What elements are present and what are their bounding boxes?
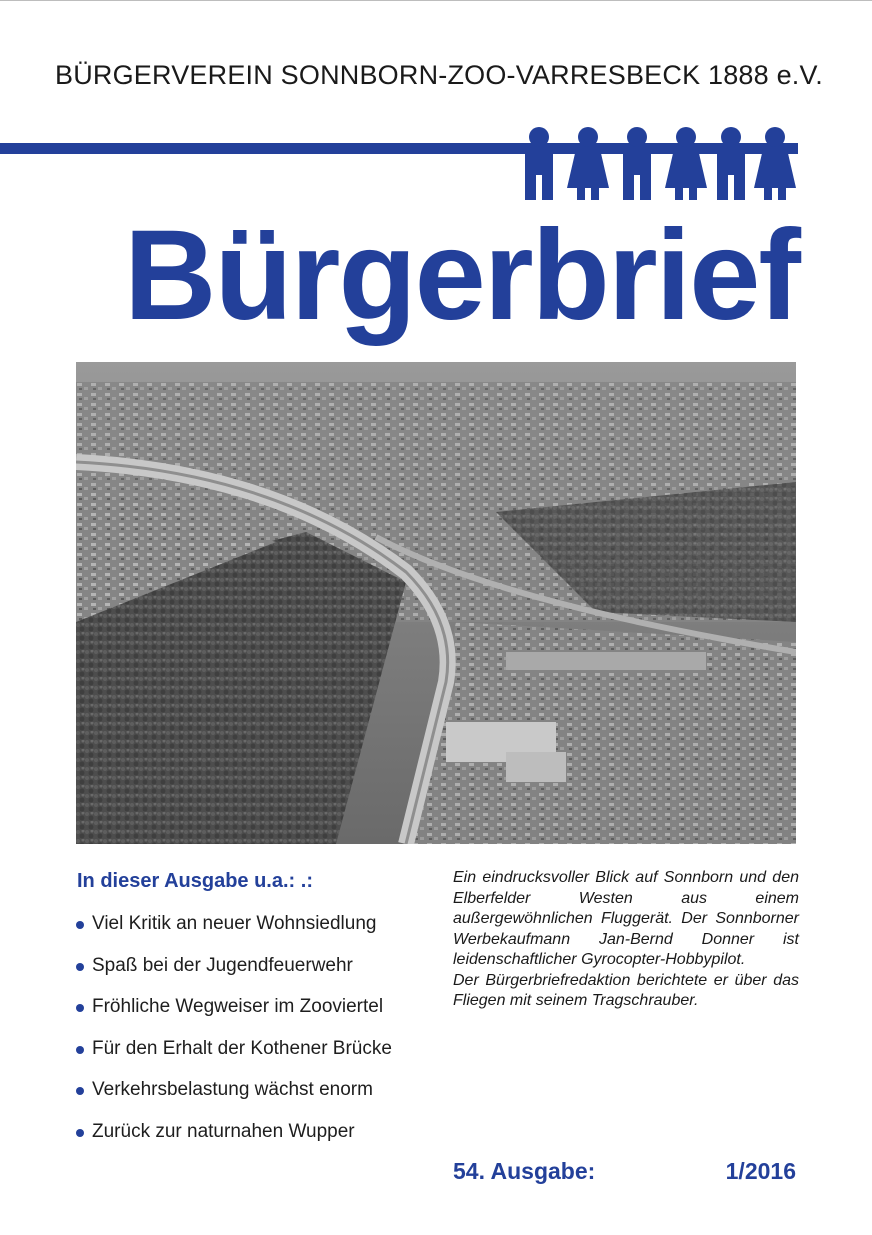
list-item bbox=[76, 1121, 392, 1163]
contents-item-label: Viel Kritik an neuer Wohnsiedlung bbox=[92, 913, 377, 934]
people-logo-icon bbox=[521, 126, 799, 201]
list-item bbox=[76, 1079, 392, 1121]
caption-paragraph: Ein eindrucksvoller Blick auf Sonnborn und den Elberfelder Westen aus einem außergewöhnlichen Fluggerät. Der Sonnborner Werbekaufmann Jan-Bernd Donner ist leidenschaftlicher Gyrocopter-Hobbypilot. bbox=[453, 869, 799, 968]
contents-list bbox=[76, 913, 392, 1162]
contents-heading: In dieser Ausgabe u.a.: .: bbox=[77, 870, 313, 892]
list-item bbox=[76, 955, 392, 997]
list-item bbox=[76, 913, 392, 955]
bullet-icon bbox=[76, 1129, 84, 1137]
contents-item-label: Verkehrsbelastung wächst enorm bbox=[92, 1079, 373, 1100]
contents-item-label: Zurück zur naturnahen Wupper bbox=[92, 1120, 355, 1142]
photo-caption bbox=[453, 868, 799, 1012]
aerial-photo-icon bbox=[76, 362, 796, 844]
edition-info bbox=[453, 1158, 796, 1185]
bullet-icon bbox=[76, 1004, 84, 1012]
contents-item-label: Für den Erhalt der Kothener Brücke bbox=[92, 1037, 392, 1059]
top-border bbox=[0, 0, 872, 1]
magazine-title: Bürgerbrief bbox=[124, 204, 799, 347]
bullet-icon bbox=[76, 963, 84, 971]
edition-number: 1/2016 bbox=[725, 1158, 796, 1184]
contents-item-label: Fröhliche Wegweiser im Zooviertel bbox=[92, 996, 384, 1017]
list-item bbox=[76, 996, 392, 1038]
list-item bbox=[76, 1038, 392, 1080]
contents-item-label: Spaß bei der Jugendfeuerwehr bbox=[92, 954, 353, 976]
edition-label: 54. Ausgabe: bbox=[453, 1158, 596, 1184]
caption-paragraph: Der Bürgerbriefredaktion berichtete er über das Fliegen mit seinem Tragschrauber. bbox=[453, 971, 799, 1009]
bullet-icon bbox=[76, 921, 84, 929]
organization-name: BÜRGERVEREIN SONNBORN-ZOO-VARRESBECK 1888 e.V. bbox=[55, 60, 823, 90]
bullet-icon bbox=[76, 1087, 84, 1095]
bullet-icon bbox=[76, 1046, 84, 1054]
cover-photo bbox=[76, 362, 796, 844]
